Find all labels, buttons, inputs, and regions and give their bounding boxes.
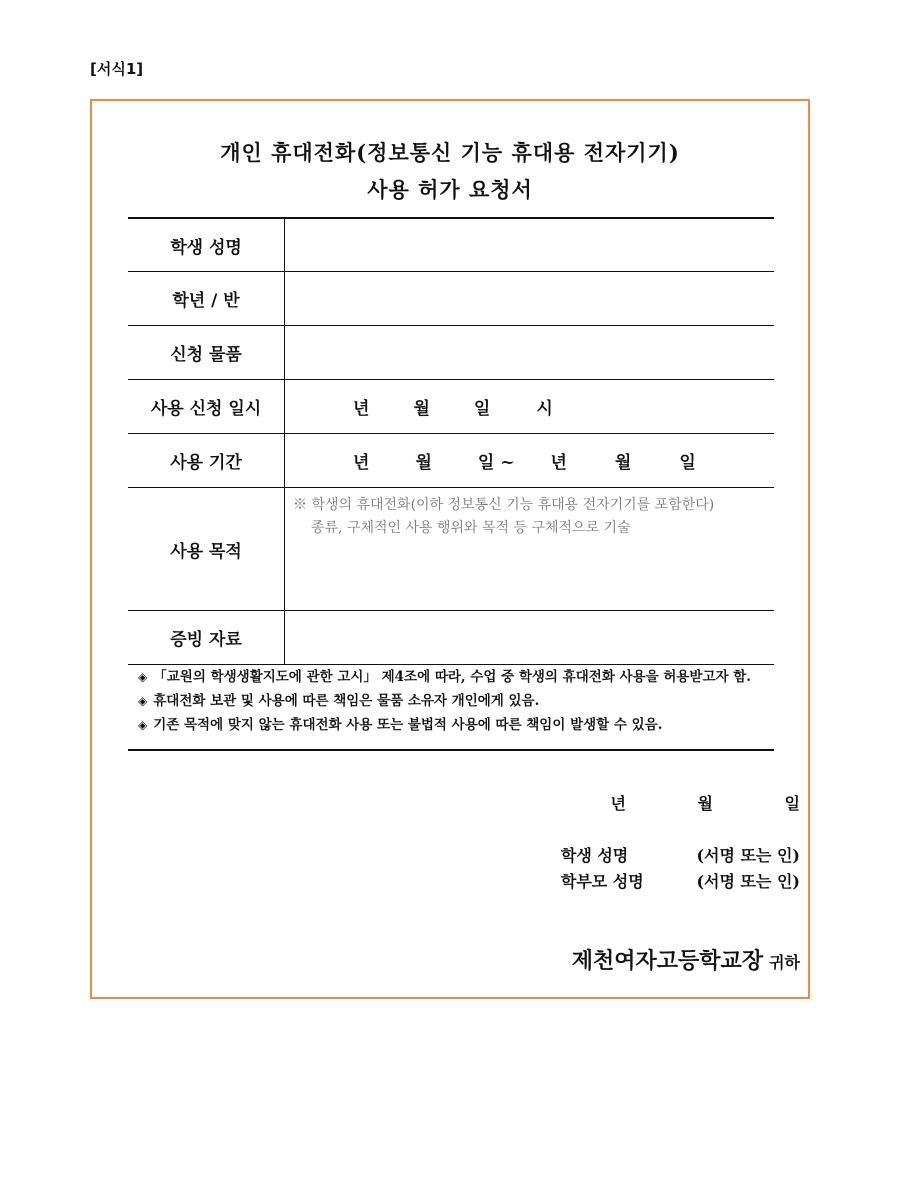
label-evidence: 증빙 자료 (128, 611, 285, 665)
request-form-table (128, 217, 774, 665)
unit-hour: 시 (536, 399, 553, 419)
period-day-end: 일 (679, 453, 696, 473)
field-request-datetime[interactable] (285, 380, 775, 434)
field-student-name[interactable] (285, 218, 775, 272)
recipient-name: 제천여자고등학교장 (571, 948, 764, 974)
note-item: ◈ 기존 목적에 맞지 않는 휴대전화 사용 또는 불법적 사용에 따른 책임이 발생할 수 있음. (138, 717, 663, 733)
parent-signature-label: 학부모 성명 (560, 872, 644, 891)
parent-signature-line[interactable] (561, 869, 800, 892)
note-item: ◈ 휴대전화 보관 및 사용에 따른 책임은 물품 소유자 개인에게 있음. (138, 693, 540, 709)
purpose-hint (285, 488, 774, 540)
row-item (128, 326, 774, 380)
form-title-line1: 개인 휴대전화(정보통신 기능 휴대용 전자기기) (220, 140, 680, 165)
field-evidence[interactable] (285, 611, 775, 665)
row-period (128, 434, 774, 488)
recipient-suffix: 귀하 (769, 953, 800, 972)
label-request-datetime: 사용 신청 일시 (128, 380, 285, 434)
row-evidence (128, 611, 774, 665)
row-purpose (128, 488, 774, 611)
diamond-bullet-icon: ◈ (138, 694, 148, 708)
purpose-hint-line1: ※ 학생의 휴대전화(이하 정보통신 기능 휴대용 전자기기를 포함한다) (293, 497, 715, 513)
form-code: [서식1] (90, 60, 144, 78)
period-year-start: 년 (353, 453, 370, 473)
form-frame (90, 99, 810, 999)
period-month-end: 월 (614, 453, 632, 473)
label-item: 신청 물품 (128, 326, 285, 380)
submission-date (610, 791, 800, 814)
period-year-end: 년 (550, 453, 567, 473)
period-day-start: 일 ~ (477, 453, 515, 473)
field-purpose[interactable] (285, 488, 775, 611)
parent-sign-hint: (서명 또는 인) (696, 872, 800, 891)
form-title-line2: 사용 허가 요청서 (367, 177, 533, 202)
student-sign-hint: (서명 또는 인) (696, 846, 800, 865)
unit-year: 년 (353, 399, 370, 419)
diamond-bullet-icon: ◈ (138, 718, 148, 732)
label-student-name: 학생 성명 (128, 218, 285, 272)
field-period[interactable] (285, 434, 775, 488)
note-item: ◈ 「교원의 학생생활지도에 관한 고시」 제4조에 따라, 수업 중 학생의 휴대전화 사용을 허용받고자 함. (138, 669, 751, 685)
date-year: 년 (610, 794, 626, 813)
field-item[interactable] (285, 326, 775, 380)
student-signature-line[interactable] (561, 843, 800, 866)
notes-section (128, 665, 774, 751)
label-purpose: 사용 목적 (128, 488, 285, 611)
row-request-datetime (128, 380, 774, 434)
purpose-hint-line2: 종류, 구체적인 사용 행위와 목적 등 구체적으로 기술 (311, 520, 631, 536)
label-period: 사용 기간 (128, 434, 285, 488)
date-day: 일 (784, 794, 800, 813)
field-grade-class[interactable] (285, 272, 775, 326)
unit-day: 일 (473, 399, 491, 419)
row-student-name (128, 218, 774, 272)
diamond-bullet-icon: ◈ (138, 670, 148, 684)
label-grade-class: 학년 / 반 (128, 272, 285, 326)
row-grade-class (128, 272, 774, 326)
recipient (572, 944, 800, 975)
unit-month: 월 (413, 399, 430, 419)
date-month: 월 (697, 794, 713, 813)
student-signature-label: 학생 성명 (560, 846, 629, 865)
period-month-start: 월 (415, 453, 432, 473)
